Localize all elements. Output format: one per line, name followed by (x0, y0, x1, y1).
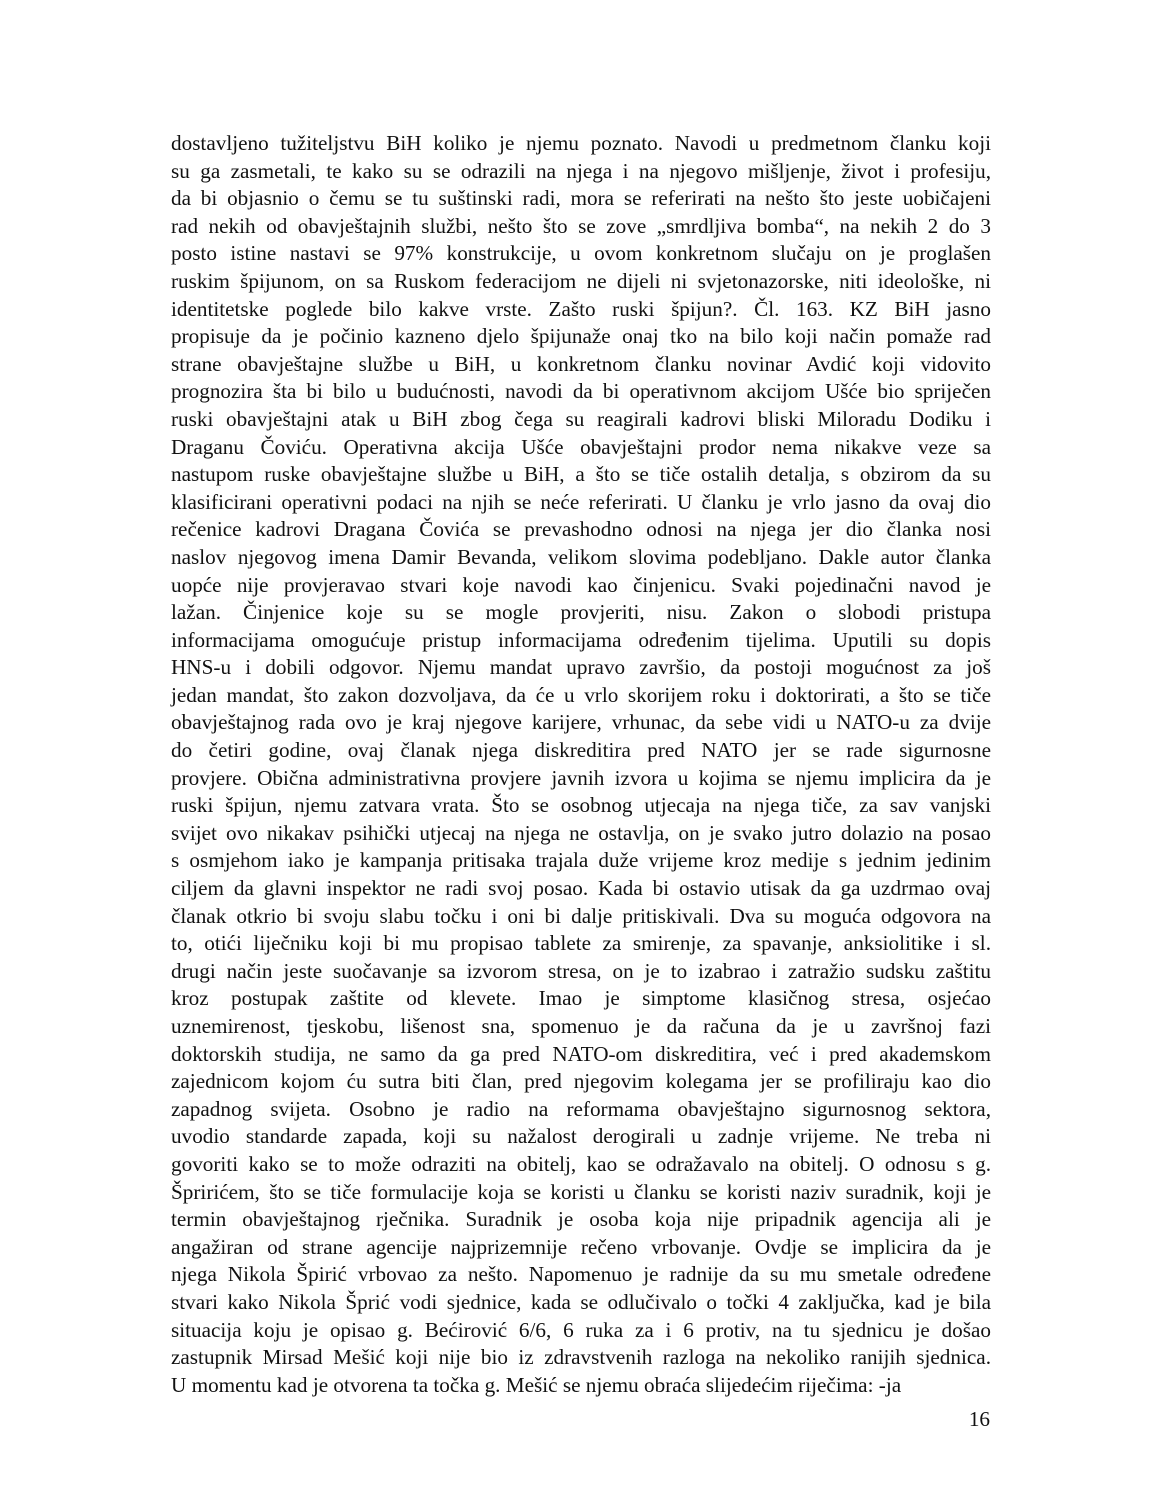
text-line: uznemirenost, tjeskobu, lišenost sna, spomenuo je da računa da je u završnoj fazi (171, 1014, 991, 1038)
text-line: rečenice kadrovi Dragana Čovića se prevashodno odnosi na njega jer dio članka nosi (171, 517, 991, 542)
text-line: provjere. Obična administrativna provjere javnih izvora u kojima se njemu implicira da je (171, 765, 991, 790)
text-line: to, otići liječniku koji bi mu propisao tablete za smirenje, za spavanje, anksiolitike i sl. (171, 931, 991, 956)
text-line: zapadnog svijeta. Osobno je radio na reformama obavještajno sigurnosnog sektora, (171, 1096, 991, 1121)
body-paragraph (171, 130, 991, 1399)
text-line: govoriti kako se to može odraziti na obitelj, kao se odražavalo na obitelj. O odnosu s g. (171, 1151, 991, 1176)
text-line: strane obavještajne službe u BiH, u konkretnom članku novinar Avdić koji vidovito (171, 351, 991, 376)
text-line: zajednicom kojom ću sutra biti član, pred njegovim kolegama jer se profiliraju kao dio (171, 1069, 991, 1094)
text-line: naslov njegovog imena Damir Bevanda, velikom slovima podebljano. Dakle autor članka (171, 544, 991, 569)
page-number: 16 (968, 1407, 990, 1431)
text-line: identitetske poglede bilo kakve vrste. Zašto ruski špijun?. Čl. 163. KZ BiH jasno (171, 296, 991, 321)
text-line: rad nekih od obavještajnih službi, nešto što se zove „smrdljiva bomba“, na nekih 2 do 3 (171, 213, 991, 238)
text-line: nastupom ruske obavještajne službe u BiH, a što se tiče ostalih detalja, s obzirom da su (171, 462, 991, 487)
text-line: Draganu Čoviću. Operativna akcija Ušće obavještajni prodor nema nikakve veze sa (171, 434, 991, 459)
text-line: stvari kako Nikola Šprić vodi sjednice, kada se odlučivalo o točki 4 zaključka, kad je bila (171, 1289, 991, 1314)
text-line: do četiri godine, ovaj članak njega diskreditira pred NATO jer se rade sigurnosne (171, 738, 991, 763)
text-line: U momentu kad je otvorena ta točka g. Mešić se njemu obraća slijedećim riječima: -ja (171, 1372, 902, 1397)
text-line: ruskim špijunom, on sa Ruskom federacijom ne dijeli ni svjetonazorske, niti ideološke, ni (171, 268, 991, 293)
text-line: prognozira šta bi bilo u budućnosti, navodi da bi operativnom akcijom Ušće bio spriječen (171, 379, 991, 404)
text-line: ruski obavještajni atak u BiH zbog čega su reagirali kadrovi bliski Miloradu Dodiku i (171, 406, 991, 431)
text-line: zastupnik Mirsad Mešić koji nije bio iz zdravstvenih razloga na nekoliko ranijih sjednica. (171, 1345, 991, 1370)
text-line: angažiran od strane agencije najprizemnije rečeno vrbovanje. Ovdje se implicira da je (171, 1234, 991, 1259)
text-line: doktorskih studija, ne samo da ga pred NATO-om diskreditira, već i pred akademskom (171, 1041, 991, 1066)
text-line: s osmjehom iako je kampanja pritisaka trajala duže vrijeme kroz medije s jednim jedinim (171, 848, 991, 873)
text-line: termin obavještajnog rječnika. Suradnik je osoba koja nije pripadnik agencija ali je (171, 1207, 991, 1232)
text-line: lažan. Činjenice koje su se mogle provjeriti, nisu. Zakon o slobodi pristupa (171, 600, 991, 625)
text-line: uvodio standarde zapada, koji su nažalost derogirali u zadnje vrijeme. Ne treba ni (171, 1124, 991, 1149)
text-line: propisuje da je počinio kazneno djelo špijunaže onaj tko na bilo koji način pomaže rad (171, 324, 991, 349)
text-line: ciljem da glavni inspektor ne radi svoj posao. Kada bi ostavio utisak da ga uzdrmao ovaj (171, 876, 991, 901)
text-line: njega Nikola Špirić vrbovao za nešto. Napomenuo je radnije da su mu smetale određene (171, 1262, 991, 1287)
text-line: da bi objasnio o čemu se tu suštinski radi, mora se referirati na nešto što jeste uobičajeni (171, 186, 991, 211)
text-line: informacijama omogućuje pristup informacijama određenim tijelima. Uputili su dopis (171, 627, 991, 652)
text-line: obavještajnog rada ovo je kraj njegove karijere, vrhunac, da sebe vidi u NATO-u za dvije (171, 710, 991, 735)
text-line: jedan mandat, što zakon dozvoljava, da će u vrlo skorijem roku i doktorirati, a što se tiče (171, 682, 991, 707)
text-line: uopće nije provjeravao stvari koje navodi kao činjenicu. Svaki pojedinačni navod je (171, 572, 991, 597)
text-line: kroz postupak zaštite od klevete. Imao je simptome klasičnog stresa, osjećao (171, 986, 991, 1011)
text-line: Špririćem, što se tiče formulacije koja se koristi u članku se koristi naziv suradnik, koji je (171, 1179, 991, 1204)
text-line: drugi način jeste suočavanje sa izvorom stresa, on je to izabrao i zatražio sudsku zaštitu (171, 958, 991, 983)
text-line: svijet ovo nikakav psihički utjecaj na njega ne ostavlja, on je svako jutro dolazio na posao (171, 820, 991, 845)
text-line: posto istine nastavi se 97% konstrukcije, u ovom konkretnom slučaju on je proglašen (171, 241, 991, 266)
text-line: ruski špijun, njemu zatvara vrata. Što se osobnog utjecaja na njega tiče, za sav vanjski (171, 793, 991, 818)
text-line: dostavljeno tužiteljstvu BiH koliko je njemu poznato. Navodi u predmetnom članku koji (171, 131, 991, 155)
text-line: situacija koju je opisao g. Bećirović 6/6, 6 ruka za i 6 protiv, na tu sjednicu je došao (171, 1317, 991, 1342)
text-line: članak otkrio bi svoju slabu točku i oni bi dalje pritiskivali. Dva su moguća odgovora na (171, 903, 991, 928)
text-line: klasificirani operativni podaci na njih se neće referirati. U članku je vrlo jasno da ovaj dio (171, 489, 991, 514)
text-line: HNS-u i dobili odgovor. Njemu mandat upravo završio, da postoji mogućnost za još (171, 655, 991, 680)
text-line: su ga zasmetali, te kako su se odrazili na njega i na njegovo mišljenje, život i profesiju, (171, 158, 991, 183)
